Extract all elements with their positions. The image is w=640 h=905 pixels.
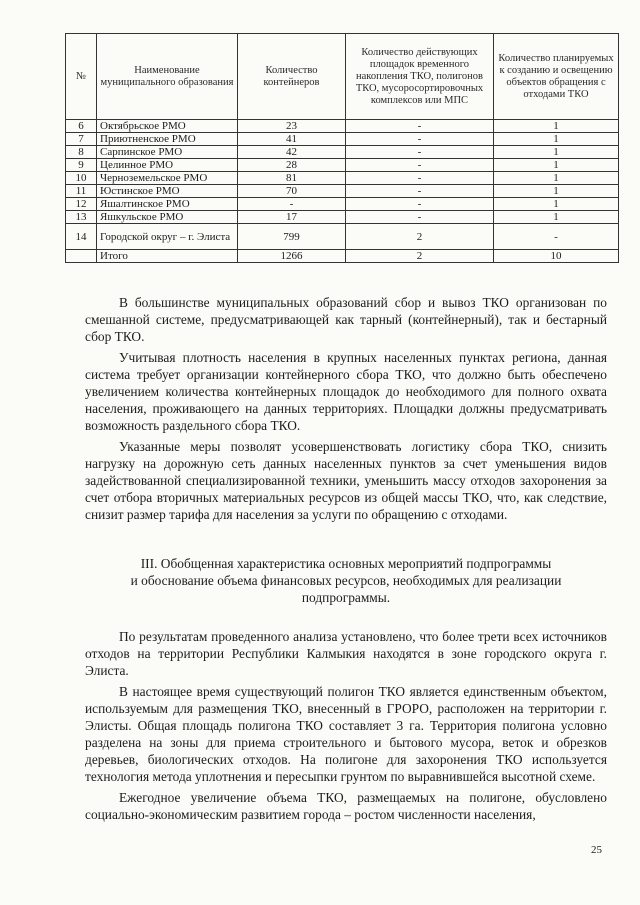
row-planned: 1 <box>494 172 619 185</box>
row-containers: 1266 <box>238 250 346 263</box>
row-planned: 1 <box>494 146 619 159</box>
row-municipality: Итого <box>97 250 238 263</box>
header-planned: Количество планируемых к созданию и освещению объектов обращения с отходами ТКО <box>494 34 619 120</box>
row-sites: - <box>346 198 494 211</box>
row-planned: 1 <box>494 133 619 146</box>
header-municipality: Наименование муниципального образования <box>97 34 238 120</box>
row-municipality: Яшкульское РМО <box>97 211 238 224</box>
row-municipality: Октябрьское РМО <box>97 120 238 133</box>
containers-table <box>65 33 619 263</box>
row-municipality: Юстинское РМО <box>97 185 238 198</box>
row-sites: - <box>346 133 494 146</box>
row-planned: 1 <box>494 211 619 224</box>
row-municipality: Яшалтинское РМО <box>97 198 238 211</box>
row-containers: 17 <box>238 211 346 224</box>
row-municipality: Целинное РМО <box>97 159 238 172</box>
table-row <box>66 224 619 250</box>
row-number: 6 <box>66 120 97 133</box>
section-heading <box>85 555 607 606</box>
row-municipality: Черноземельское РМО <box>97 172 238 185</box>
paragraph: Указанные меры позволят усовершенствовать логистику сбора ТКО, снизить нагрузку на дорожную сеть данных населенных пунктов за счет уменьшения видов задействованной специализированной техники, уменьшить массу отходов захоронения за счет отбора вторичных материальных ресурсов из общей массы ТКО, что, как следствие, снизит размер тарифа для населения за услуги по обращению с отходами. <box>85 439 607 522</box>
paragraph: По результатам проведенного анализа установлено, что более трети всех источников отходов на территории Республики Калмыкия находятся в зоне городского округа г. Элиста. <box>85 629 607 678</box>
row-number <box>66 250 97 263</box>
row-containers: 42 <box>238 146 346 159</box>
heading-line: и обоснование объема финансовых ресурсов, необходимых для реализации <box>130 573 562 588</box>
row-sites: - <box>346 211 494 224</box>
row-sites: - <box>346 185 494 198</box>
row-number: 7 <box>66 133 97 146</box>
row-number: 9 <box>66 159 97 172</box>
paragraph: В большинстве муниципальных образований сбор и вывоз ТКО организован по смешанной системе, предусматривающей как тарный (контейнерный), так и бестарный сбор ТКО. <box>85 295 607 344</box>
row-number: 12 <box>66 198 97 211</box>
paragraph: Ежегодное увеличение объема ТКО, размещаемых на полигоне, обусловлено социально-экономическим развитием города – ростом численности населения, <box>85 790 607 822</box>
table-row <box>66 185 619 198</box>
table-row <box>66 172 619 185</box>
row-sites: 2 <box>346 250 494 263</box>
row-number: 8 <box>66 146 97 159</box>
row-planned: 1 <box>494 159 619 172</box>
table-row <box>66 211 619 224</box>
table-row <box>66 198 619 211</box>
body-text-bottom <box>85 628 607 823</box>
row-planned: - <box>494 224 619 250</box>
paragraph: В настоящее время существующий полигон ТКО является единственным объектом, используемым для размещения ТКО, внесенный в ГРОРО, расположен на территории г. Элисты. Общая площадь полигона ТКО составляет 3 га. Территория полигона условно разделена на зоны для приема строительного и бытового мусора, веток и обрезков деревьев, биологических отходов. На полигоне для захоронения ТКО используется технология метода уплотнения и пересыпки грунтом по выравнившейся высотной схеме. <box>85 684 607 784</box>
heading-line: III. Обобщенная характеристика основных мероприятий подпрограммы <box>140 556 552 571</box>
row-planned: 1 <box>494 120 619 133</box>
row-containers: - <box>238 198 346 211</box>
table-header-row <box>66 34 619 120</box>
row-planned: 1 <box>494 198 619 211</box>
row-sites: - <box>346 172 494 185</box>
row-planned: 10 <box>494 250 619 263</box>
row-number: 13 <box>66 211 97 224</box>
table-row <box>66 146 619 159</box>
table-total-row <box>66 250 619 263</box>
row-municipality: Сарпинское РМО <box>97 146 238 159</box>
row-number: 10 <box>66 172 97 185</box>
row-containers: 23 <box>238 120 346 133</box>
table-row <box>66 120 619 133</box>
row-number: 11 <box>66 185 97 198</box>
row-municipality: Приютненское РМО <box>97 133 238 146</box>
row-sites: - <box>346 159 494 172</box>
body-text-top <box>85 294 607 523</box>
row-sites: - <box>346 146 494 159</box>
row-containers: 81 <box>238 172 346 185</box>
header-sites: Количество действующих площадок временного накопления ТКО, полигонов ТКО, мусоросортировочных комплексов или МПС <box>346 34 494 120</box>
row-planned: 1 <box>494 185 619 198</box>
paragraph: Учитывая плотность населения в крупных населенных пунктах региона, данная система требует организации контейнерного сбора ТКО, что должно быть обеспечено увеличением количества контейнерных площадок до необходимого для полного охвата населения, проживающего на данных территориях. Площадки должны предусматривать возможность раздельного сбора ТКО. <box>85 350 607 433</box>
page-number: 25 <box>591 844 602 856</box>
row-municipality: Городской округ – г. Элиста <box>97 224 238 250</box>
row-sites: 2 <box>346 224 494 250</box>
table-row <box>66 133 619 146</box>
row-containers: 41 <box>238 133 346 146</box>
row-containers: 799 <box>238 224 346 250</box>
table-row <box>66 159 619 172</box>
row-containers: 70 <box>238 185 346 198</box>
header-containers: Количество контейнеров <box>238 34 346 120</box>
row-number: 14 <box>66 224 97 250</box>
row-sites: - <box>346 120 494 133</box>
row-containers: 28 <box>238 159 346 172</box>
heading-line: подпрограммы. <box>301 590 391 605</box>
header-number: № <box>66 34 97 120</box>
